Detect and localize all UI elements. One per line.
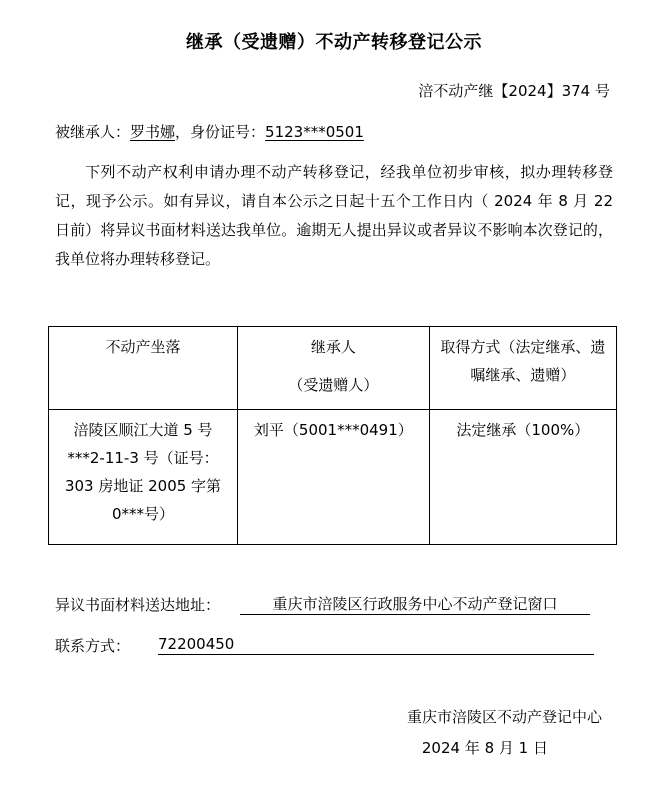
decedent-id-number: 5123***0501 <box>265 123 364 141</box>
header-heir <box>238 327 430 410</box>
registration-table <box>48 326 617 545</box>
contact-value: 72200450 <box>158 634 594 655</box>
decedent-name: 罗书娜 <box>130 123 176 141</box>
header-heir-sub-label: （受遗赠人） <box>288 376 379 394</box>
table-header-row <box>49 327 617 410</box>
contact-line <box>55 635 130 656</box>
page-title: 继承（受遗赠）不动产转移登记公示 <box>186 32 482 53</box>
table-row <box>49 410 617 545</box>
decedent-info <box>55 121 364 142</box>
issue-date: 2024 年 8 月 1 日 <box>421 739 548 757</box>
decedent-label: 被继承人： <box>55 123 131 141</box>
notice-paragraph: 下列不动产权利申请办理不动产转移登记，经我单位初步审核，拟办理转移登记，现予公示。如有异议，请自本公示之日起十五个工作日内（ 2024 年 8 月 22 日前）将异议书面材料送达我单位。逾期无人提出异议或者异议不影响本次登记的，我单位将办理转移登记。 <box>55 163 613 268</box>
cell-acquisition-method: 法定继承（100%） <box>429 410 616 545</box>
issuing-organization: 重庆市涪陵区不动产登记中心 <box>406 708 602 726</box>
cell-heir: 刘平（5001***0491） <box>238 410 430 545</box>
address-value: 重庆市涪陵区行政服务中心不动产登记窗口 <box>240 594 590 615</box>
header-acquisition-method: 取得方式（法定继承、遗嘱继承、遗赠） <box>429 327 616 410</box>
address-label: 异议书面材料送达地址： <box>55 596 221 614</box>
address-line <box>55 594 220 615</box>
contact-label: 联系方式： <box>55 637 131 655</box>
document-number: 涪不动产继【2024】374 号 <box>418 82 610 100</box>
header-heir-label: 继承人 <box>310 338 356 356</box>
header-location: 不动产坐落 <box>49 327 238 410</box>
cell-location: 涪陵区顺江大道 5 号***2-11-3 号（证号：303 房地证 2005 字第 0***号） <box>49 410 238 545</box>
decedent-id-label: ，身份证号： <box>175 123 266 141</box>
